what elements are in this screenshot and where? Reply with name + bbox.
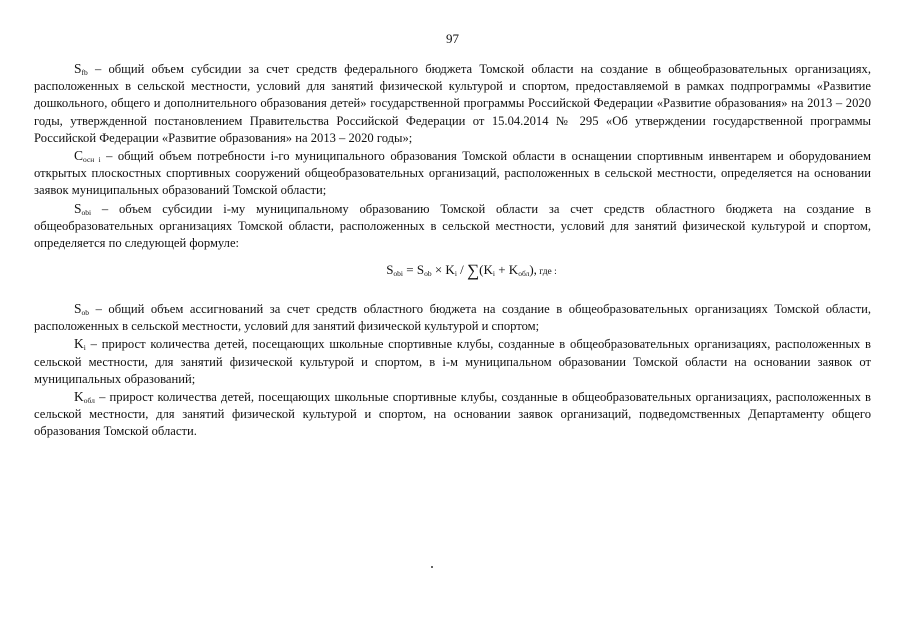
subsidy-formula: $S_{obi} = S_{ob} \times K_i / \sum(K_i + K_{обл})$, где :: [386, 261, 557, 280]
symbol: $S_{obi}$: [74, 200, 92, 217]
definition-text: – прирост количества детей, посещающих школьные спортивные клубы, созданные в общеобразовательных организациях, расположенных в сельской местности, для занятий физической культурой и спортом, на основании заявок организаций, подведомственных Департаменту общего образования Томской области.: [34, 390, 871, 439]
definition-s-fb: [34, 60, 871, 147]
symbol: $K_i$: [74, 336, 86, 353]
symbol: $S_{ob}$: [74, 301, 90, 317]
definition-text: – общий объем ассигнований за счет средств областного бюджета на создание в общеобразовательных организациях Томской области, расположенных в сельской местности, условий для занятий физической культурой и спортом;: [34, 302, 871, 334]
symbol: $K_{обл}$: [74, 389, 95, 406]
definitions-bottom: [34, 300, 871, 441]
scan-speck: [431, 566, 433, 568]
definition-text: – общий объем потребности i-го муниципального образования Томской области в оснащении спортивным инвентарем и оборудованием открытых плоскостных спортивных сооружений общеобразовательных организаций, расположенных в сельской местности, определяется на основании заявок муниципальных образований Томской области;: [34, 149, 871, 198]
definition-k-i: [34, 335, 871, 388]
definitions-top: [34, 60, 871, 252]
definition-s-ob: [34, 300, 871, 335]
definition-s-obi: [34, 200, 871, 253]
page-number: 97: [446, 31, 459, 46]
definition-text: – объем субсидии i-му муниципальному образованию Томской области за счет средств областного бюджета на создание в общеобразовательных организациях Томской области, расположенных в сельской местности, условий для занятий физической культурой и спортом, определяется по следующей формуле:: [34, 201, 871, 251]
definition-text: – общий объем субсидии за счет средств федерального бюджета Томской области на создание в общеобразовательных организациях, расположенных в сельской местности, условий для занятий физической культурой и спортом, предоставляемой в рамках подпрограммы «Развитие дошкольного, общего и дополнительного образования детей» государственной программы Российской Федерации «Развитие образования» на 2013 – 2020 годы, утвержденной постановлением Правительства Российской Федерации от 15.04.2014 № 295 «Об утверждении государственной программы Российской Федерации «Развитие образования» на 2013 – 2020 годы»;: [34, 62, 871, 145]
definition-text: – прирост количества детей, посещающих школьные спортивные клубы, созданные в общеобразовательных организациях, расположенных в сельской местности, для занятий физической культурой и спортом, в i-м муниципальном образовании Томской области на основании заявок от муниципальных образований;: [34, 337, 871, 386]
definition-c-osn: [34, 147, 871, 200]
definition-k-obl: [34, 388, 871, 441]
symbol: $S_{fb}$: [74, 61, 88, 77]
symbol: $C_{осн i}$: [74, 148, 101, 165]
sum-sign: ∑: [467, 261, 480, 280]
